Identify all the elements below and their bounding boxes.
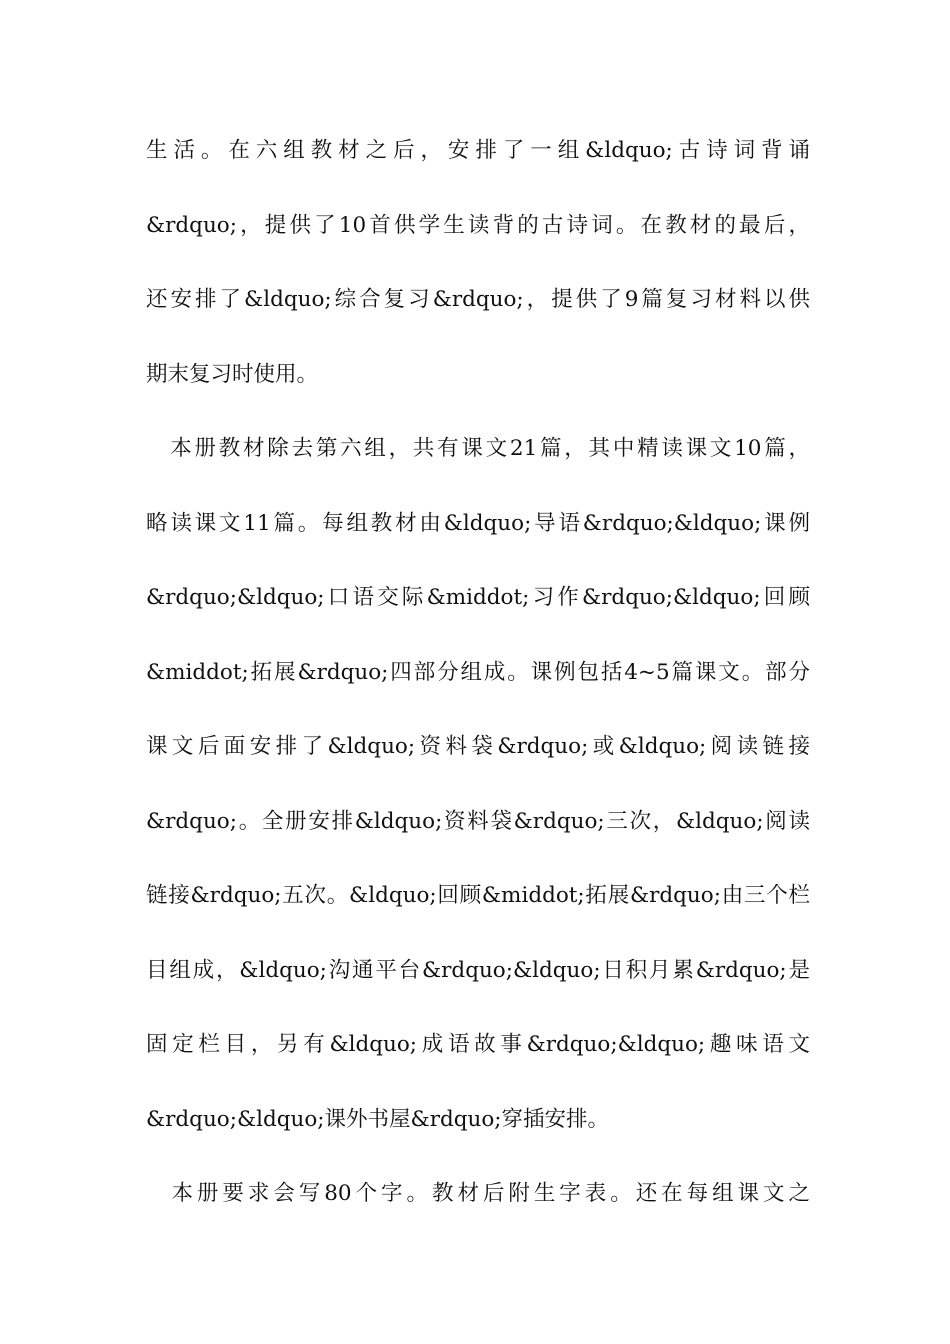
text-line: &middot;拓展&rdquo;四部分组成。课例包括4~5篇课文。部分 [146,660,810,685]
text-line: 链接&rdquo;五次。&ldquo;回顾&middot;拓展&rdquo;由三个栏 [146,883,810,908]
paragraph-start-line: 本册教材除去第六组，共有课文21篇，其中精读课文10篇， [146,436,810,461]
text-line: &rdquo;&ldquo;口语交际&middot;习作&rdquo;&ldquo;回顾 [146,585,810,610]
text-line: 略读课文11篇。每组教材由&ldquo;导语&rdquo;&ldquo;课例 [146,511,810,536]
text-line: &rdquo;&ldquo;课外书屋&rdquo;穿插安排。 [146,1107,610,1132]
text-line: &rdquo;。全册安排&ldquo;资料袋&rdquo;三次，&ldquo;阅读 [146,809,810,834]
paragraph-start-line: 本册要求会写80个字。教材后附生字表。还在每组课文之 [146,1181,810,1206]
text-line: 课文后面安排了&ldquo;资料袋&rdquo;或&ldquo;阅读链接 [146,734,810,759]
text-line: 目组成，&ldquo;沟通平台&rdquo;&ldquo;日积月累&rdquo;是 [146,958,810,983]
text-line: &rdquo;，提供了10首供学生读背的古诗词。在教材的最后， [146,213,810,238]
text-line: 还安排了&ldquo;综合复习&rdquo;，提供了9篇复习材料以供 [146,287,810,312]
text-line: 固定栏目，另有&ldquo;成语故事&rdquo;&ldquo;趣味语文 [146,1032,810,1057]
text-line: 期末复习时使用。 [146,362,319,387]
text-line: 生活。在六组教材之后，安排了一组&ldquo;古诗词背诵 [146,138,810,163]
